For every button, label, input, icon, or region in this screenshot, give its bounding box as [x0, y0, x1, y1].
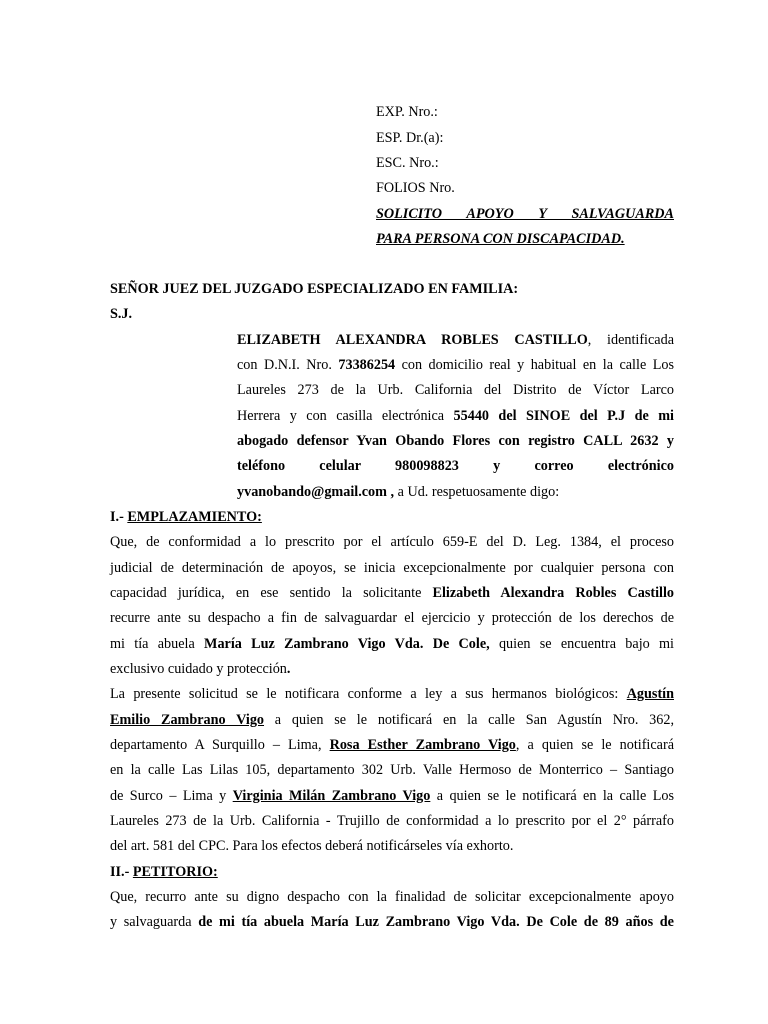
section-1-line-5: mi tía abuela María Luz Zambrano Vigo Vda. De Cole, quien se encuentra bajo mi — [110, 636, 674, 652]
section-1-line-1: Que, de conformidad a lo prescrito por el artículo 659-E del D. Leg. 1384, el proceso — [110, 534, 674, 550]
section-1-line-7: La presente solicitud se le notificara conforme a ley a sus hermanos biológicos: Agustín — [110, 686, 674, 702]
phone-number: 980098823 — [395, 458, 459, 474]
section-1-heading: I.- EMPLAZAMIENTO: — [110, 509, 262, 525]
section-1-line-9: departamento A Surquillo – Lima, Rosa Esther Zambrano Vigo, a quien se le notificará — [110, 737, 674, 753]
section-1-line-11: de Surco – Lima y Virginia Milán Zambrano Vigo a quien se le notificará en la calle Los — [110, 788, 674, 804]
intro-line-4: Herrera y con casilla electrónica 55440 del SINOE del P.J de mi — [237, 408, 674, 424]
intro-line-2: con D.N.I. Nro. 73386254 con domicilio real y habitual en la calle Los — [237, 357, 674, 373]
intro-line-5: abogado defensor Yvan Obando Flores con registro CALL 2632 y — [237, 433, 674, 449]
section-1-line-13: del art. 581 del CPC. Para los efectos deberá notificárseles vía exhorto. — [110, 838, 514, 854]
judge-addressee: SEÑOR JUEZ DEL JUZGADO ESPECIALIZADO EN FAMILIA: — [110, 281, 519, 297]
intro-line-1: ELIZABETH ALEXANDRA ROBLES CASTILLO, identificada — [237, 332, 674, 348]
sumilla-line-2: PARA PERSONA CON DISCAPACIDAD. — [376, 231, 625, 247]
section-1-line-4: recurre ante su despacho a fin de salvaguardar el ejercicio y protección de los derechos de — [110, 610, 674, 626]
exp-field: EXP. Nro.: — [376, 104, 438, 120]
esp-field: ESP. Dr.(a): — [376, 130, 444, 146]
intro-line-3: Laureles 273 de la Urb. California del Distrito de Víctor Larco — [237, 382, 674, 398]
section-2-line-2: y salvaguarda de mi tía abuela María Luz Zambrano Vigo Vda. De Cole de 89 años de — [110, 914, 674, 930]
petitioner-name: ELIZABETH ALEXANDRA ROBLES CASTILLO — [237, 332, 588, 348]
section-2-heading: II.- PETITORIO: — [110, 864, 218, 880]
section-1-line-2: judicial de determinación de apoyos, se inicia excepcionalmente por cualquier persona con — [110, 560, 674, 576]
intro-line-7: yvanobando@gmail.com , a Ud. respetuosamente digo: — [237, 484, 560, 500]
section-1-line-10: en la calle Las Lilas 105, departamento 302 Urb. Valle Hermoso de Monterrico – Santiago — [110, 762, 674, 778]
section-2-line-1: Que, recurro ante su digno despacho con la finalidad de solicitar excepcionalmente apoyo — [110, 889, 674, 905]
esc-field: ESC. Nro.: — [376, 155, 439, 171]
folios-field: FOLIOS Nro. — [376, 180, 455, 196]
section-1-line-12: Laureles 273 de la Urb. California - Trujillo de conformidad a lo prescrito por el 2° párrafo — [110, 813, 674, 829]
section-1-line-3: capacidad jurídica, en ese sentido la solicitante Elizabeth Alexandra Robles Castillo — [110, 585, 674, 601]
sj-label: S.J. — [110, 306, 133, 322]
section-1-line-8: Emilio Zambrano Vigo a quien se le notificará en la calle San Agustín Nro. 362, — [110, 712, 674, 728]
sumilla-line-1: SOLICITO APOYO Y SALVAGUARDA — [376, 206, 674, 222]
dni-number: 73386254 — [338, 357, 396, 373]
section-1-line-6: exclusivo cuidado y protección. — [110, 661, 291, 677]
intro-line-6: teléfono celular 980098823 y correo electrónico — [237, 458, 674, 474]
email-address: yvanobando@gmail.com , — [237, 484, 395, 500]
